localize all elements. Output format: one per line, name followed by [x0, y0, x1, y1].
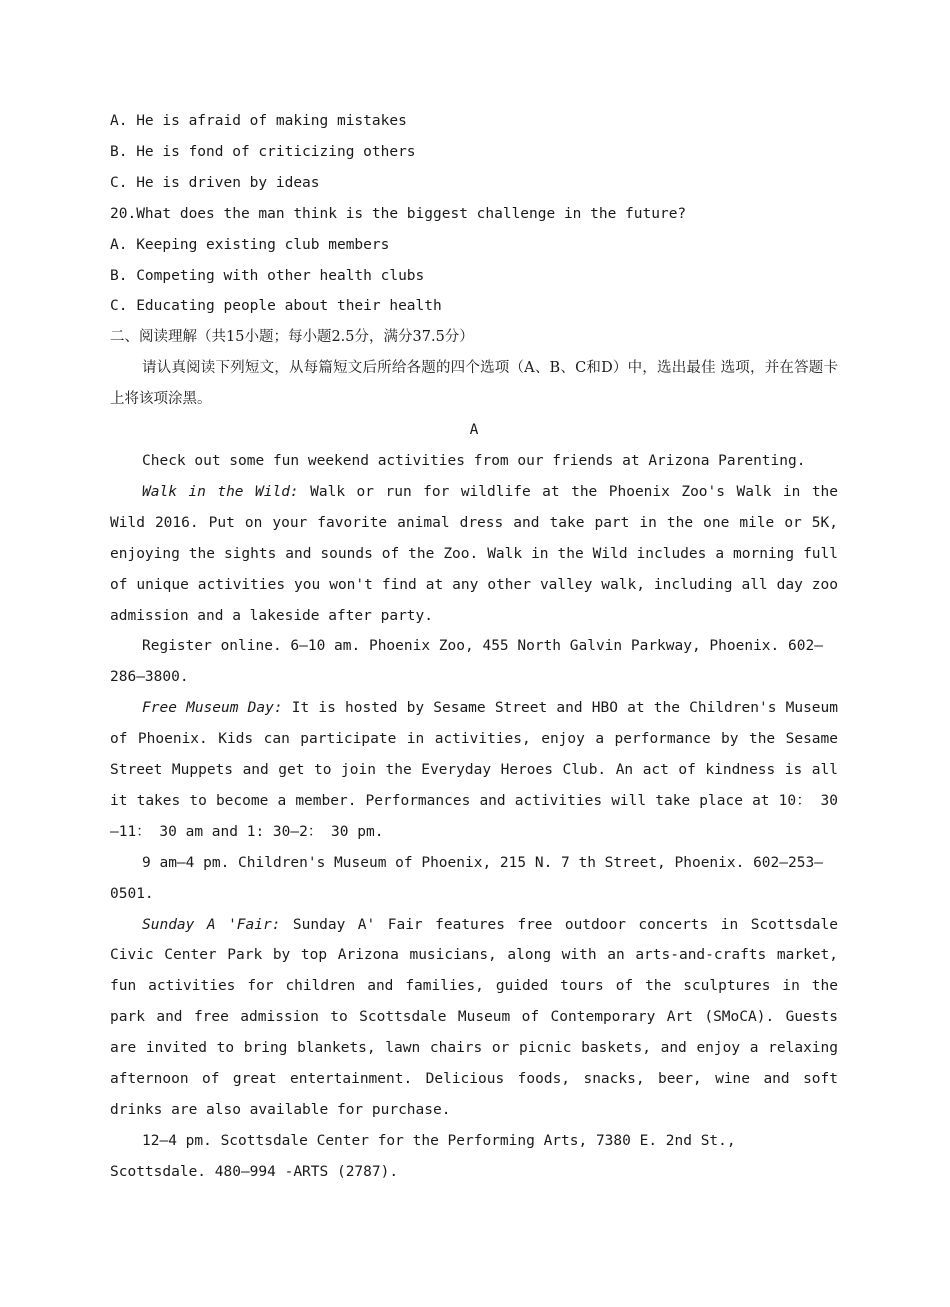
event-details: 9 am—4 pm. Children's Museum of Phoenix, 215 N. 7 th Street, Phoenix. 602—253—0501. — [110, 854, 823, 902]
event-title: Sunday A 'Fair: — [142, 916, 281, 933]
q19-option-c: C. He is driven by ideas — [110, 174, 320, 191]
event-walk-in-the-wild — [110, 477, 847, 632]
document-page — [110, 106, 847, 1188]
event-free-museum-day — [110, 693, 847, 848]
q20-option-c: C. Educating people about their health — [110, 298, 442, 315]
event-details: 12—4 pm. Scottsdale Center for the Performing Arts, 7380 E. 2nd St., Scottsdale. 480—994 -ARTS (2787). — [110, 1132, 745, 1180]
passage-intro: Check out some fun weekend activities from our friends at Arizona Parenting. — [142, 452, 806, 469]
event-title: Free Museum Day: — [142, 700, 283, 717]
passage-label: A — [469, 422, 479, 439]
q20-option-b: B. Competing with other health clubs — [110, 267, 425, 284]
event-body: Walk or run for wildlife at the Phoenix Zoo's Walk in the Wild 2016. Put on your favorite animal dress and take part in the one mile or 5K, enjoying the sights and sounds of the Zoo. Walk in the Wild includes a morning full of unique activities you won't find at any other valley walk, including all day zoo admission and a lakeside after party. — [110, 483, 847, 624]
event-body: It is hosted by Sesame Street and HBO at the Children's Museum of Phoenix. Kids can participate in activities, enjoy a performance by the Sesame Street Muppets and get to join the Everyday Heroes Club. An act of kindness is all it takes to become a member. Performances and activities will take place at 10： 30—11： 30 am and 1: 30—2： 30 pm. — [110, 700, 847, 840]
q20-option-a: A. Keeping existing club members — [110, 236, 390, 253]
event-sunday-a-fair — [110, 910, 847, 1126]
q19-option-b: B. He is fond of criticizing others — [110, 143, 416, 160]
event-body: Sunday A' Fair features free outdoor concerts in Scottsdale Civic Center Park by top Arizona musicians, along with an arts-and-crafts market, fun activities for children and families, guided tours of the sculptures in the park and free admission to Scottsdale Museum of Contemporary Art (SMoCA). Guests are invited to bring blankets, lawn chairs or picnic baskets, and enjoy a relaxing afternoon of great entertainment. Delicious foods, snacks, beer, wine and soft drinks are also available for purchase. — [110, 916, 847, 1118]
q20-question: 20.What does the man think is the biggest challenge in the future? — [110, 205, 687, 222]
q19-option-a: A. He is afraid of making mistakes — [110, 113, 407, 129]
event-details: Register online. 6—10 am. Phoenix Zoo, 455 North Galvin Parkway, Phoenix. 602—286—3800. — [110, 638, 823, 686]
section-instructions: 请认真阅读下列短文，从每篇短文后所给各题的四个选项（A、B、C和D）中，选出最佳 选项，并在答题卡上将该项涂黑。 — [110, 360, 838, 408]
event-title: Walk in the Wild: — [142, 483, 299, 500]
section-heading: 二、阅读理解（共15小题；每小题2.5分，满分37.5分） — [110, 329, 474, 346]
